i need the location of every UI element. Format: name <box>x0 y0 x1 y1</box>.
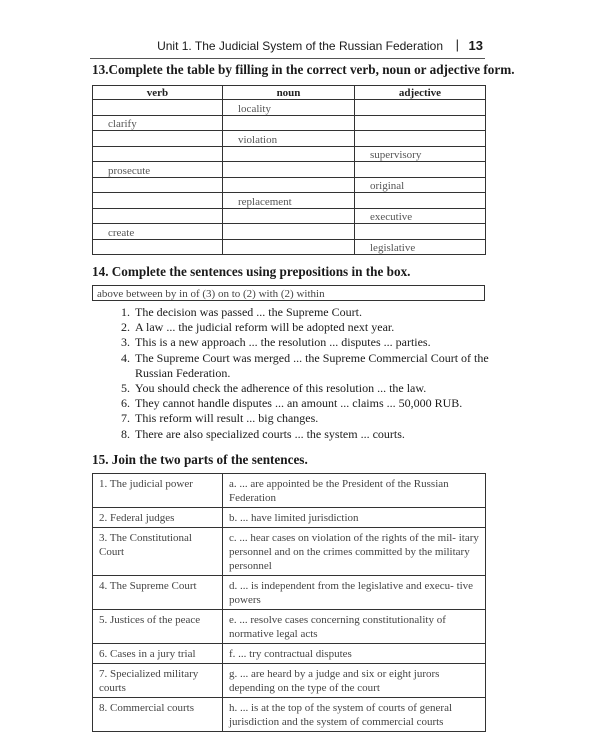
sentence-text: The decision was passed ... the Supreme Court. <box>135 305 362 319</box>
sentence-beginning: 6. Cases in a jury trial <box>93 644 223 664</box>
cell-noun: replacement <box>223 193 355 209</box>
cell-verb: clarify <box>93 115 223 131</box>
sentence-text: You should check the adherence of this resolution ... the law. <box>135 381 427 396</box>
word-forms-table <box>92 85 486 255</box>
column-header-adjective: adjective <box>355 86 486 100</box>
sentence-item <box>92 335 492 350</box>
exercise-13-heading: 13.Complete the table by filling in the correct verb, noun or adjective form. <box>92 62 515 77</box>
table-row <box>93 474 486 508</box>
sentence-beginning: 3. The Constitutional Court <box>93 528 223 576</box>
sentence-number: 8. <box>121 426 130 441</box>
sentence-ending: f. ... try contractual disputes <box>223 644 486 664</box>
sentence-number: 7. <box>121 411 130 426</box>
prepositions-box: above between by in of (3) on to (2) with (2) within <box>92 285 485 301</box>
cell-noun <box>223 177 355 193</box>
table-row <box>93 131 486 147</box>
sentence-ending: a. ... are appointed be the President of the Russian Federation <box>223 474 486 508</box>
sentence-beginning: 5. Justices of the peace <box>93 610 223 644</box>
sentence-number: 2. <box>121 320 130 335</box>
table-row <box>93 508 486 528</box>
cell-verb <box>93 131 223 147</box>
sentence-beginning: 2. Federal judges <box>93 508 223 528</box>
sentence-number: 5. <box>121 381 130 396</box>
sentence-ending: b. ... have limited jurisdiction <box>223 508 486 528</box>
sentence-item <box>92 381 492 396</box>
cell-noun <box>223 115 355 131</box>
exercise-14-heading: 14. Complete the sentences using prepositions in the box. <box>92 264 411 279</box>
sentence-beginning: 8. Commercial courts <box>93 698 223 732</box>
cell-verb <box>93 146 223 162</box>
cell-adjective: original <box>355 177 486 193</box>
table-row <box>93 208 486 224</box>
table-row <box>93 177 486 193</box>
cell-adjective <box>355 224 486 240</box>
running-head <box>90 36 485 59</box>
sentence-beginning: 1. The judicial power <box>93 474 223 508</box>
table-row <box>93 239 486 255</box>
table-row <box>93 610 486 644</box>
sentence-number: 3. <box>121 335 130 350</box>
sentence-ending: e. ... resolve cases concerning constitutionality of normative legal acts <box>223 610 486 644</box>
header-separator: | <box>455 37 459 52</box>
cell-noun: locality <box>223 100 355 116</box>
sentence-text: This is a new approach ... the resolution ... disputes ... parties. <box>135 335 431 350</box>
table-row <box>93 146 486 162</box>
table-row <box>93 528 486 576</box>
cell-noun <box>223 239 355 255</box>
sentence-beginning: 7. Specialized military courts <box>93 664 223 698</box>
cell-noun <box>223 208 355 224</box>
table-row <box>93 698 486 732</box>
cell-adjective: supervisory <box>355 146 486 162</box>
exercise-15-heading: 15. Join the two parts of the sentences. <box>92 452 308 467</box>
sentence-text: There are also specialized courts ... the system ... courts. <box>135 426 405 441</box>
cell-verb <box>93 100 223 116</box>
cell-adjective <box>355 162 486 178</box>
cell-adjective <box>355 131 486 147</box>
cell-verb <box>93 193 223 209</box>
cell-adjective: legislative <box>355 239 486 255</box>
sentence-text: The Supreme Court was merged ... the Supreme Commercial Court of the Russian Federation. <box>135 350 489 380</box>
cell-adjective: executive <box>355 208 486 224</box>
cell-adjective <box>355 193 486 209</box>
sentences-list <box>92 305 492 442</box>
sentence-ending: d. ... is independent from the legislative and execu- tive powers <box>223 576 486 610</box>
table-row <box>93 162 486 178</box>
cell-adjective <box>355 115 486 131</box>
sentence-ending: g. ... are heard by a judge and six or eight jurors depending on the type of the court <box>223 664 486 698</box>
cell-adjective <box>355 100 486 116</box>
sentence-item <box>92 305 492 320</box>
table-row <box>93 100 486 116</box>
cell-verb: prosecute <box>93 162 223 178</box>
table-header-row <box>93 86 486 100</box>
sentence-number: 6. <box>121 396 130 411</box>
cell-noun <box>223 146 355 162</box>
sentence-number: 4. <box>121 350 130 365</box>
page-number: 13 <box>468 38 483 53</box>
cell-verb <box>93 177 223 193</box>
table-row <box>93 193 486 209</box>
sentence-item <box>92 320 492 335</box>
sentence-ending: h. ... is at the top of the system of courts of general jurisdiction and the system of commercial courts <box>223 698 486 732</box>
cell-verb: create <box>93 224 223 240</box>
table-row <box>93 644 486 664</box>
cell-noun: violation <box>223 131 355 147</box>
sentence-ending: c. ... hear cases on violation of the rights of the mil- itary personnel and on the crimes committed by the military personnel <box>223 528 486 576</box>
matching-table <box>92 473 486 732</box>
sentence-text: A law ... the judicial reform will be adopted next year. <box>135 320 395 335</box>
sentence-number: 1. <box>121 305 130 319</box>
column-header-noun: noun <box>223 86 355 100</box>
sentence-beginning: 4. The Supreme Court <box>93 576 223 610</box>
table-row <box>93 224 486 240</box>
sentence-item <box>92 396 492 411</box>
cell-verb <box>93 239 223 255</box>
column-header-verb: verb <box>93 86 223 100</box>
table-row <box>93 576 486 610</box>
running-title: Unit 1. The Judicial System of the Russian Federation <box>157 39 443 53</box>
cell-verb <box>93 208 223 224</box>
sentence-text: They cannot handle disputes ... an amount ... claims ... 50,000 RUB. <box>135 396 463 411</box>
sentence-item <box>92 351 492 381</box>
cell-noun <box>223 224 355 240</box>
sentence-text: This reform will result ... big changes. <box>135 411 319 426</box>
sentence-item <box>92 411 492 426</box>
sentence-item <box>92 427 492 442</box>
cell-noun <box>223 162 355 178</box>
table-row <box>93 664 486 698</box>
table-row <box>93 115 486 131</box>
